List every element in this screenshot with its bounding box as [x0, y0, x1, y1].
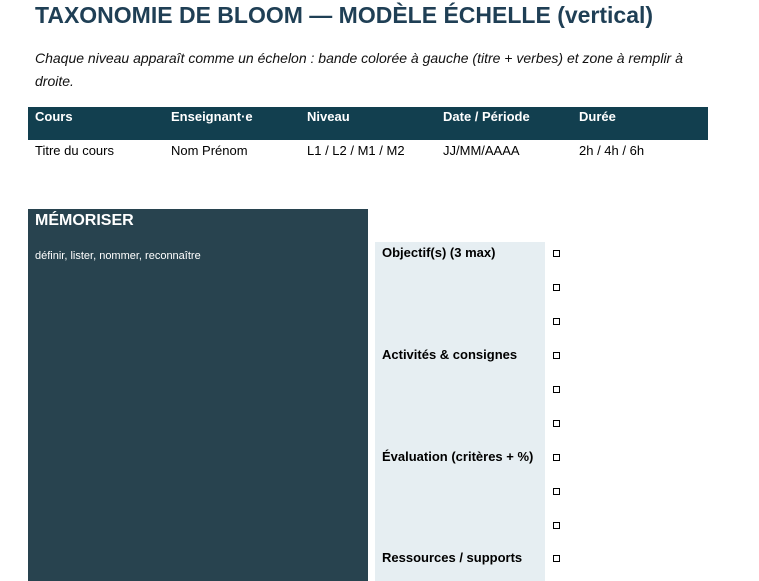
level-title: MÉMORISER — [35, 212, 134, 229]
level-verbs: définir, lister, nommer, reconnaître — [35, 250, 201, 262]
checkbox[interactable] — [553, 420, 560, 427]
section-objectifs: Objectif(s) (3 max) — [382, 245, 496, 260]
section-labels-column — [375, 242, 545, 581]
value-enseignant: Nom Prénom — [171, 143, 248, 158]
checkbox[interactable] — [553, 318, 560, 325]
checkbox[interactable] — [553, 284, 560, 291]
header-enseignant: Enseignant·e — [171, 109, 253, 124]
checkbox[interactable] — [553, 386, 560, 393]
checkbox[interactable] — [553, 454, 560, 461]
info-table-row — [28, 141, 708, 163]
header-niveau: Niveau — [307, 109, 350, 124]
value-niveau: L1 / L2 / M1 / M2 — [307, 143, 405, 158]
header-date: Date / Période — [443, 109, 530, 124]
page-title: TAXONOMIE DE BLOOM — MODÈLE ÉCHELLE (vertical) — [35, 2, 654, 28]
level-band — [28, 209, 368, 581]
checkbox[interactable] — [553, 555, 560, 562]
intro-text: Chaque niveau apparaît comme un échelon : bande colorée à gauche (titre + verbes) et zone à remplir à droite. — [35, 50, 683, 89]
checkbox[interactable] — [553, 488, 560, 495]
value-date: JJ/MM/AAAA — [443, 143, 520, 158]
checkbox[interactable] — [553, 522, 560, 529]
header-cours: Cours — [35, 109, 73, 124]
value-duree: 2h / 4h / 6h — [579, 143, 645, 158]
section-activites: Activités & consignes — [382, 347, 518, 362]
section-ressources: Ressources / supports — [382, 550, 523, 565]
info-table-header — [28, 107, 708, 140]
header-duree: Durée — [579, 109, 616, 124]
value-cours: Titre du cours — [35, 143, 114, 158]
checkbox[interactable] — [553, 250, 560, 257]
checkbox[interactable] — [553, 352, 560, 359]
section-evaluation: Évaluation (critères + %) — [382, 449, 534, 464]
